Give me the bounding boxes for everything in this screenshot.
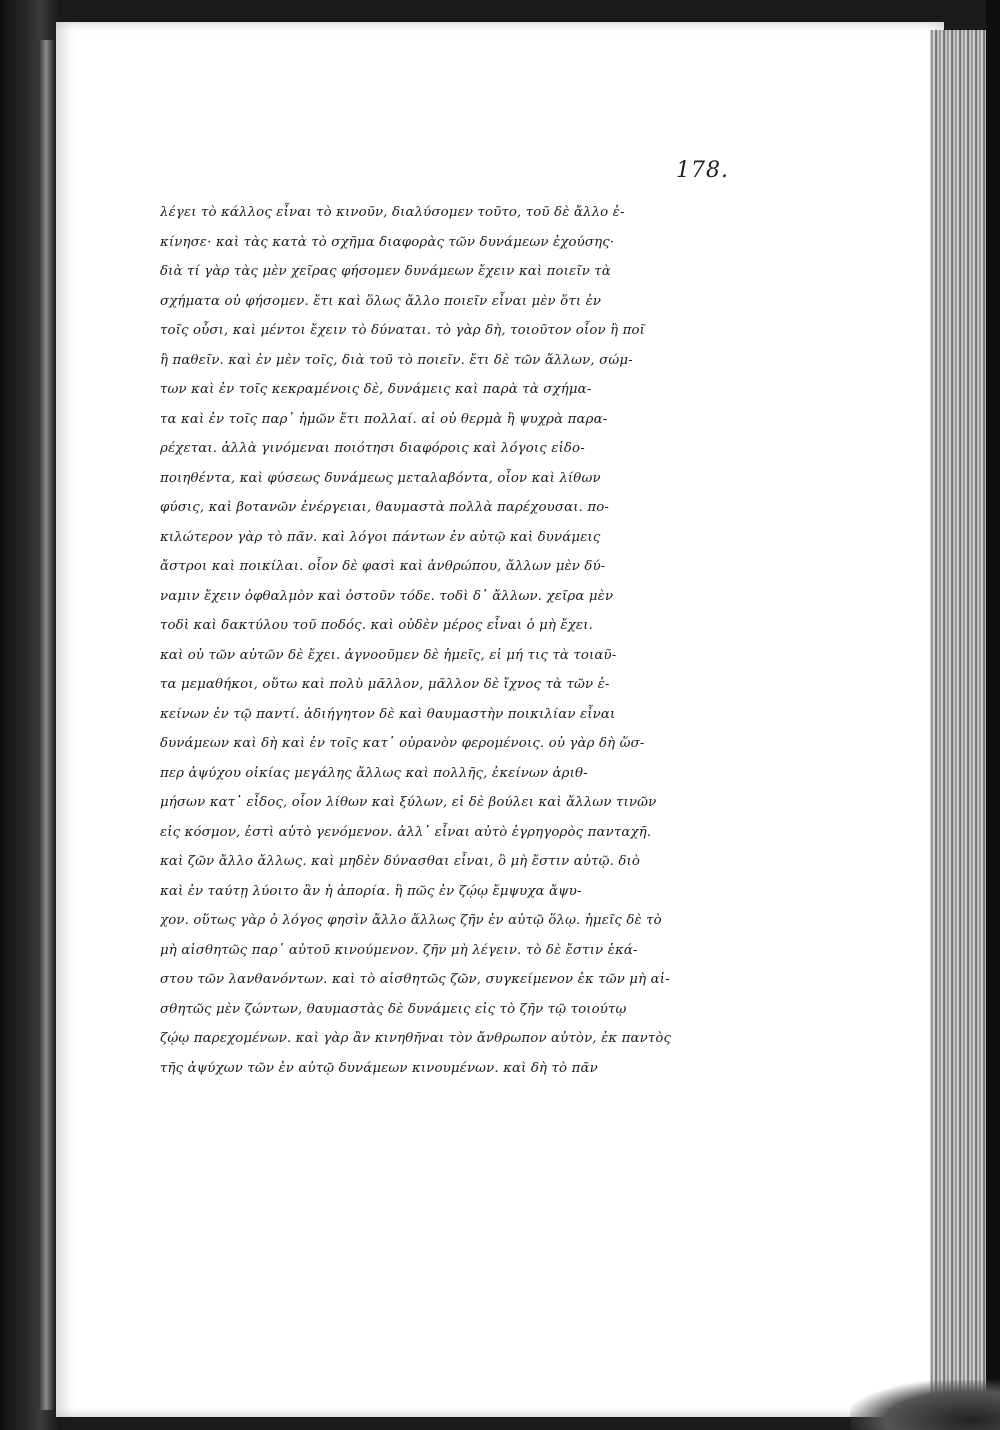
text-line: μὴ αἰσθητῶς παρ᾽ αὐτοῦ κινούμενον. ζῆν μὴ λέγειν. τὸ δὲ ἔστιν ἑκά- [160,942,638,958]
text-line: κιλώτερον γὰρ τὸ πᾶν. καὶ λόγοι πάντων ἐν αὐτῷ καὶ δυνάμεις [160,529,601,545]
text-line: τα μεμαθήκοι, οὕτω καὶ πολὺ μᾶλλον, μᾶλλον δὲ ἴχνος τὰ τῶν ἐ- [160,677,610,692]
page-fore-edge [930,30,986,1410]
text-line: περ ἀψύχου οἰκίας μεγάλης ἄλλως καὶ πολλῆς, ἐκείνων ἀριθ- [160,765,588,781]
text-line: διὰ τί γὰρ τὰς μὲν χεῖρας φήσομεν δυνάμεων ἔχειν καὶ ποιεῖν τὰ [160,264,611,279]
text-line: ἄστροι καὶ ποικίλαι. οἷον δὲ φασὶ καὶ ἀνθρώπου, ἄλλων μὲν δύ- [160,559,606,574]
text-line: δυνάμεων καὶ δὴ καὶ ἐν τοῖς κατ᾽ οὐρανὸν φερομένοις. οὐ γὰρ δὴ ὥσ- [160,736,645,751]
text-line: ἢ παθεῖν. καὶ ἐν μὲν τοῖς, διὰ τοῦ τὸ ποιεῖν. ἔτι δὲ τῶν ἄλλων, σώμ- [160,352,633,368]
text-line: καὶ οὐ τῶν αὐτῶν δὲ ἔχει. ἀγνοοῦμεν δὲ ἡμεῖς, εἰ μή τις τὰ τοιαῦ- [160,647,617,663]
text-line: ποιηθέντα, καὶ φύσεως δυνάμεως μεταλαβόντα, οἷον καὶ λίθων [160,470,601,486]
text-line: εἰς κόσμον, ἐστὶ αὐτὸ γενόμενον. ἀλλ᾽ εἶναι αὐτὸ ἐγρηγορὸς πανταχῆ. [160,824,652,840]
book-gutter [38,40,54,1410]
text-line: μήσων κατ᾽ εἶδος, οἷον λίθων καὶ ξύλων, εἰ δὲ βούλει καὶ ἄλλων τινῶν [160,795,657,810]
text-line: ναμιν ἔχειν ὀφθαλμὸν καὶ ὀστοῦν τόδε. τοδὶ δ᾽ ἄλλων. χεῖρα μὲν [160,588,614,604]
text-line: κείνων ἐν τῷ παντί. ἀδιήγητον δὲ καὶ θαυμαστὴν ποικιλίαν εἶναι [160,706,616,722]
text-line: καὶ ζῶν ἄλλο ἄλλως. καὶ μηδὲν δύνασθαι εἶναι, ὃ μὴ ἔστιν αὐτῷ. διὸ [160,854,641,869]
text-line: χον. οὕτως γὰρ ὁ λόγος φησὶν ἄλλο ἄλλως ζῆν ἐν αὐτῷ ὅλῳ. ἡμεῖς δὲ τὸ [160,913,662,928]
text-line: τῆς ἀψύχων τῶν ἐν αὐτῷ δυνάμεων κινουμένων. καὶ δὴ τὸ πᾶν [160,1060,598,1076]
text-line: τοδὶ καὶ δακτύλου τοῦ ποδός. καὶ οὐδὲν μέρος εἶναι ὁ μὴ ἔχει. [160,618,593,633]
text-line: λέγει τὸ κάλλος εἶναι τὸ κινοῦν, διαλύσομεν τοῦτο, τοῦ δὲ ἄλλο ἐ- [160,205,625,220]
text-line: φύσις, καὶ βοτανῶν ἐνέργειαι, θαυμαστὰ πολλὰ παρέχουσαι. πο- [160,500,610,515]
text-line: ρέχεται. ἀλλὰ γινόμεναι ποιότησι διαφόροις καὶ λόγοις εἰδο- [160,441,585,456]
text-line: σχήματα οὐ φήσομεν. ἔτι καὶ ὅλως ἄλλο ποιεῖν εἶναι μὲν ὅτι ἐν [160,293,602,309]
text-line: τοῖς οὖσι, καὶ μέντοι ἔχειν τὸ δύναται. τὸ γὰρ δὴ, τοιοῦτον οἷον ἢ ποῖ [160,323,645,338]
folio-number: 178. [676,158,729,183]
text-line: σθητῶς μὲν ζώντων, θαυμαστὰς δὲ δυνάμεις εἰς τὸ ζῆν τῷ τοιούτῳ [160,1001,627,1017]
text-line: καὶ ἐν ταύτῃ λύοιτο ἂν ἡ ἀπορία. ἢ πῶς ἐν ζῴῳ ἔμψυχα ἄψυ- [160,883,582,899]
text-line: στου τῶν λανθανόντων. καὶ τὸ αἰσθητῶς ζῶν, συγκείμενον ἐκ τῶν μὴ αἰ- [160,972,670,987]
manuscript-text-block [160,198,700,1083]
right-shadow [986,0,1000,1430]
thumb-shadow [850,1380,1000,1430]
text-line: των καὶ ἐν τοῖς κεκραμένοις δὲ, δυνάμεις καὶ παρὰ τὰ σχήμα- [160,382,592,397]
text-line: ζῴῳ παρεχομένων. καὶ γὰρ ἂν κινηθῆναι τὸν ἄνθρωπον αὐτὸν, ἐκ παντὸς [160,1031,672,1046]
text-line: τα καὶ ἐν τοῖς παρ᾽ ἡμῶν ἔτι πολλαί. αἱ οὐ θερμὰ ἢ ψυχρὰ παρα- [160,411,608,427]
text-line: κίνησε· καὶ τὰς κατὰ τὸ σχῆμα διαφορὰς τῶν δυνάμεων ἐχούσης· [160,234,615,250]
